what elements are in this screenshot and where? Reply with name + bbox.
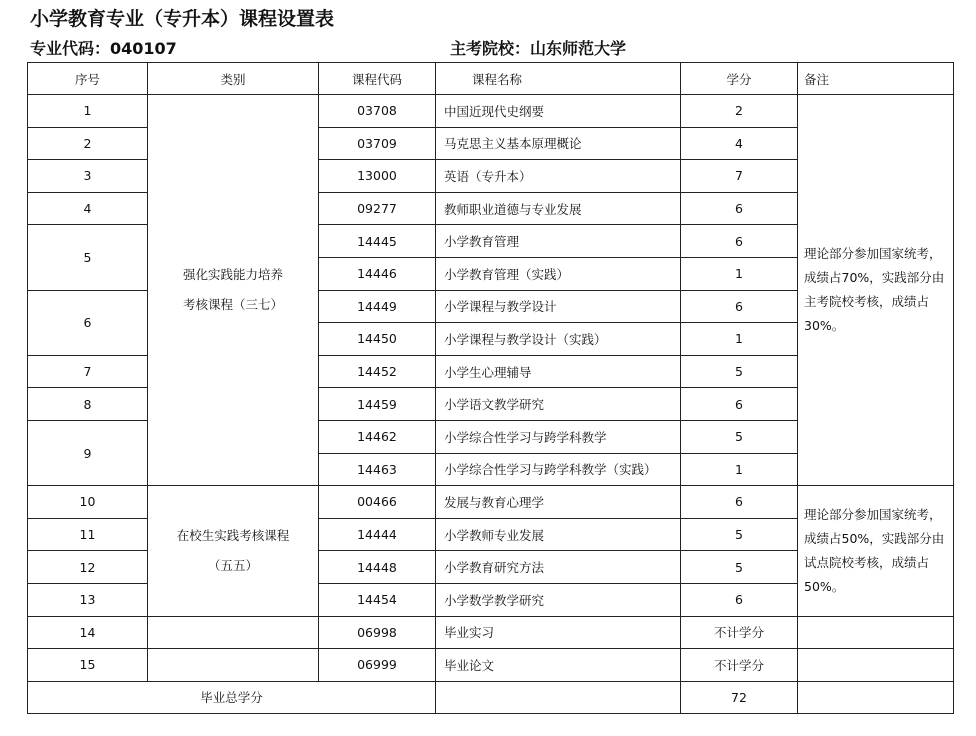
major-code: 专业代码：040107 — [30, 39, 177, 58]
row-credit: 1 — [681, 257, 798, 290]
remark-cell: 理论部分参加国家统考，成绩占70%，实践部分由主考院校考核，成绩占30%。 — [798, 95, 954, 486]
row-credit: 5 — [681, 420, 798, 453]
category-line: 在校生实践考核课程 — [176, 527, 290, 543]
row-no: 1 — [28, 95, 148, 128]
row-name: 教师职业道德与专业发展 — [436, 192, 681, 225]
header-credit: 学分 — [681, 63, 798, 95]
header-category: 类别 — [148, 63, 319, 95]
row-name: 小学综合性学习与跨学科教学 — [436, 420, 681, 453]
row-credit: 4 — [681, 127, 798, 160]
row-no: 3 — [28, 160, 148, 193]
row-code: 14445 — [319, 225, 436, 258]
row-no: 12 — [28, 551, 148, 584]
row-name: 小学综合性学习与跨学科教学（实践） — [436, 453, 681, 486]
row-no: 15 — [28, 649, 148, 682]
row-code: 14449 — [319, 290, 436, 323]
table-row — [28, 95, 954, 128]
row-name: 小学数学教学研究 — [436, 583, 681, 616]
category-cell — [148, 486, 319, 616]
row-name: 小学教育管理 — [436, 225, 681, 258]
empty-remark-cell — [798, 616, 954, 649]
row-no: 14 — [28, 616, 148, 649]
remark-cell: 理论部分参加国家统考，成绩占50%，实践部分由试点院校考核，成绩占50%。 — [798, 486, 954, 616]
page-title: 小学教育专业（专升本）课程设置表 — [30, 8, 335, 30]
table-row — [28, 649, 954, 682]
row-no: 9 — [28, 420, 148, 485]
row-name: 发展与教育心理学 — [436, 486, 681, 519]
row-no: 11 — [28, 518, 148, 551]
row-name: 毕业论文 — [436, 649, 681, 682]
category-line: 考核课程（三七） — [182, 297, 283, 313]
row-code: 09277 — [319, 192, 436, 225]
row-code: 14444 — [319, 518, 436, 551]
row-no: 8 — [28, 388, 148, 421]
empty-total-cell — [436, 681, 681, 714]
row-code: 14450 — [319, 323, 436, 356]
category-line: （五五） — [207, 557, 258, 573]
empty-remark-cell — [798, 649, 954, 682]
row-no: 2 — [28, 127, 148, 160]
row-name: 小学教育管理（实践） — [436, 257, 681, 290]
row-credit: 5 — [681, 355, 798, 388]
total-row — [28, 681, 954, 714]
row-code: 14448 — [319, 551, 436, 584]
table-row — [28, 486, 954, 519]
row-no: 7 — [28, 355, 148, 388]
row-credit: 6 — [681, 486, 798, 519]
row-code: 14452 — [319, 355, 436, 388]
row-code: 13000 — [319, 160, 436, 193]
table-header-row — [28, 63, 954, 95]
row-credit: 5 — [681, 518, 798, 551]
row-credit: 1 — [681, 323, 798, 356]
row-no: 10 — [28, 486, 148, 519]
row-no: 4 — [28, 192, 148, 225]
row-name: 小学生心理辅导 — [436, 355, 681, 388]
exam-school: 主考院校：山东师范大学 — [450, 39, 627, 58]
row-code: 14454 — [319, 583, 436, 616]
row-name: 小学语文教学研究 — [436, 388, 681, 421]
row-no: 5 — [28, 225, 148, 290]
category-cell — [148, 95, 319, 486]
row-no: 6 — [28, 290, 148, 355]
row-credit: 6 — [681, 192, 798, 225]
row-no: 13 — [28, 583, 148, 616]
header-course-name: 课程名称 — [436, 63, 681, 95]
row-code: 14459 — [319, 388, 436, 421]
row-name: 英语（专升本） — [436, 160, 681, 193]
row-credit: 1 — [681, 453, 798, 486]
row-name: 小学课程与教学设计（实践） — [436, 323, 681, 356]
row-code: 03709 — [319, 127, 436, 160]
total-credit: 72 — [681, 681, 798, 714]
row-name: 小学教师专业发展 — [436, 518, 681, 551]
header-course-code: 课程代码 — [319, 63, 436, 95]
row-name: 毕业实习 — [436, 616, 681, 649]
table-row — [28, 616, 954, 649]
row-code: 03708 — [319, 95, 436, 128]
row-credit: 2 — [681, 95, 798, 128]
row-code: 00466 — [319, 486, 436, 519]
row-credit: 6 — [681, 225, 798, 258]
row-name: 中国近现代史纲要 — [436, 95, 681, 128]
row-credit: 不计学分 — [681, 649, 798, 682]
row-credit: 6 — [681, 388, 798, 421]
empty-category-cell — [148, 616, 319, 649]
header-no: 序号 — [28, 63, 148, 95]
row-name: 马克思主义基本原理概论 — [436, 127, 681, 160]
empty-category-cell — [148, 649, 319, 682]
total-label: 毕业总学分 — [28, 681, 436, 714]
row-code: 14463 — [319, 453, 436, 486]
row-code: 06999 — [319, 649, 436, 682]
empty-total-remark — [798, 681, 954, 714]
course-table — [27, 62, 954, 714]
row-credit: 5 — [681, 551, 798, 584]
row-code: 14446 — [319, 257, 436, 290]
row-name: 小学教育研究方法 — [436, 551, 681, 584]
row-credit: 6 — [681, 583, 798, 616]
row-name: 小学课程与教学设计 — [436, 290, 681, 323]
row-credit: 6 — [681, 290, 798, 323]
row-credit: 7 — [681, 160, 798, 193]
category-line: 强化实践能力培养 — [182, 267, 283, 283]
row-code: 14462 — [319, 420, 436, 453]
row-code: 06998 — [319, 616, 436, 649]
header-remark: 备注 — [798, 63, 954, 95]
row-credit: 不计学分 — [681, 616, 798, 649]
